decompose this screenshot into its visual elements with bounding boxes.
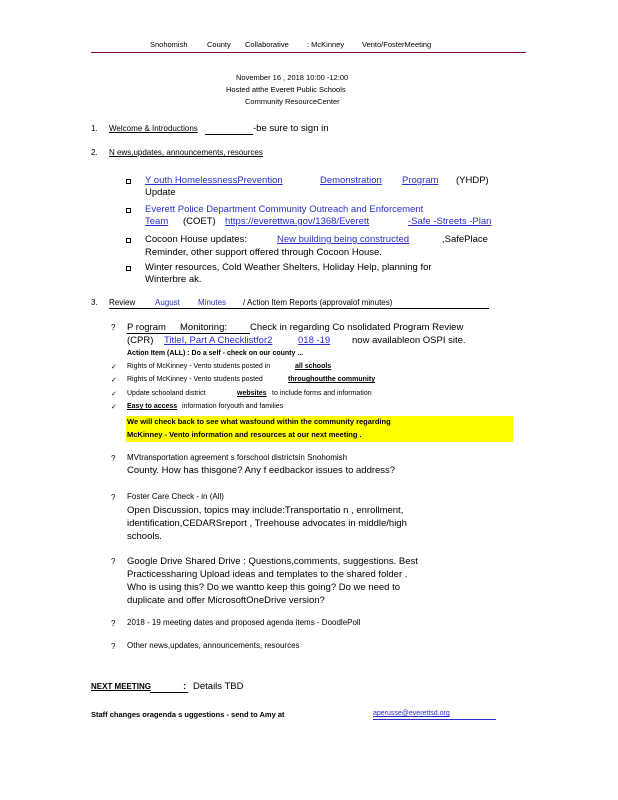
footer-email-underline — [373, 719, 496, 720]
pm-question-icon: ? — [111, 323, 116, 332]
footer-text: Staff changes oragenda s uggestions - send to Amy at — [91, 710, 285, 719]
news-3-text: Cocoon House updates: — [145, 234, 247, 245]
next-meeting-label: NEXT MEETING — [91, 682, 152, 691]
news-4-cont: Winterbre ak. — [145, 274, 202, 285]
q2-line-4: schools. — [127, 531, 162, 542]
q3-line-3: Who is using this? Do we wantto keep this going? Do we need to — [127, 582, 401, 593]
pm-available: now availableon OSPI site. — [352, 335, 466, 346]
news-bullet-1 — [126, 176, 131, 187]
news-1-link-c[interactable]: Program — [402, 175, 439, 186]
news-1-tag: (YHDP) — [456, 175, 489, 186]
highlight-line-2: McKinney - Vento information and resources at our next meeting . — [127, 430, 362, 439]
q4-line-1: 2018 - 19 meeting dates and proposed agenda items - DoodlePoll — [127, 618, 361, 627]
item-2-title: N ews,updates, announcements, resources — [109, 148, 263, 157]
check-4-emph: Easy to access — [127, 403, 178, 410]
meeting-hosted: Hosted atthe Everett Public Schools — [226, 85, 346, 94]
news-4-text: Winter resources, Cold Weather Shelters, Holiday Help, planning for — [145, 262, 432, 273]
news-1-link-b[interactable]: Demonstration — [320, 175, 382, 186]
question-icon: ? — [111, 642, 116, 651]
news-2-url-tail[interactable]: -Safe -Streets -Plan — [408, 216, 492, 227]
news-bullet-2 — [126, 205, 131, 216]
item-3-number: 3. — [91, 298, 98, 307]
pm-title-link[interactable]: TitleI, Part A Checklistfor2 — [164, 335, 273, 346]
check-3-text: Update schooland district — [127, 390, 206, 397]
q2-line-1: Foster Care Check - in (All) — [127, 492, 224, 501]
q1-line-2: County. How has thisgone? Any f eedbackor issues to address? — [127, 465, 396, 476]
news-1-cont: Update — [145, 187, 176, 198]
news-2-url[interactable]: https://everettwa.gov/1368/Everett — [225, 216, 370, 227]
pm-lead-2: Monitoring: — [180, 322, 227, 333]
q2-line-2: Open Discussion, topics may include:Transportatio n , enrollment, — [127, 505, 404, 516]
news-2-team[interactable]: Team — [145, 216, 169, 227]
news-3-tail: ,SafePlace — [442, 234, 488, 245]
item-1-number: 1. — [91, 124, 98, 133]
header-rule — [91, 52, 526, 53]
question-icon: ? — [111, 454, 116, 463]
next-meeting-colon: : — [183, 681, 187, 692]
q2-line-3: identification,CEDARSreport , Treehouse advocates in middle/high — [127, 518, 407, 529]
check-2-text: Rights of McKinney - Vento students posted — [127, 376, 263, 383]
news-2-text: Everett Police Department Community Outreach and Enforcement — [145, 204, 424, 215]
q1-line-1: MVtransportation agreement s forschool districtsin Snohomish — [127, 453, 348, 462]
q3-line-1: Google Drive Shared Drive : Questions,comments, suggestions. Best — [127, 556, 418, 567]
header-county: County — [207, 40, 231, 49]
header-mckinney: : McKinney — [307, 40, 345, 49]
item-3-rest: / Action Item Reports (approvalof minutes) — [243, 298, 393, 307]
question-icon: ? — [111, 619, 116, 628]
check-4-text: information foryouth and families — [182, 403, 284, 410]
header-meeting: Vento/FosterMeeting — [362, 40, 432, 49]
news-3-cont: Reminder, other support offered through Cocoon House. — [145, 247, 382, 258]
item-3-underline — [109, 308, 489, 309]
next-meeting-underline — [150, 692, 188, 693]
pm-action-item: Action Item (ALL) : Do a self - check on our county ... — [127, 350, 304, 357]
header-org: Snohomish — [150, 40, 188, 49]
news-bullet-3 — [126, 235, 131, 246]
meeting-venue: Community ResourceCenter — [245, 97, 340, 106]
news-1-link-a[interactable]: Y outh HomelessnessPrevention — [145, 175, 283, 186]
check-icon: ✓ — [111, 404, 117, 411]
check-1-emph: all schools — [295, 363, 332, 370]
highlight-line-1: We will check back to see what wasfound within the community regarding — [127, 417, 391, 426]
item-3-minutes: Minutes — [198, 298, 227, 307]
check-1-text: Rights of McKinney - Vento students posted in — [127, 363, 271, 370]
item-1-underline — [205, 134, 253, 135]
header-collab: Collaborative — [245, 40, 289, 49]
news-3-link[interactable]: New building being constructed — [277, 234, 410, 245]
q3-line-2: Practicessharing Upload ideas and templates to the shared folder . — [127, 569, 408, 580]
check-2-emph: throughoutthe community — [288, 376, 376, 383]
next-meeting-details: Details TBD — [193, 681, 244, 692]
check-3-emph: websites — [237, 390, 267, 397]
item-2-number: 2. — [91, 148, 98, 157]
check-icon: ✓ — [111, 391, 117, 398]
news-2-coet: (COET) — [183, 216, 216, 227]
footer-email-link[interactable]: aperusse@everettsd.org — [373, 710, 450, 717]
check-3-tail: to include forms and information — [272, 390, 372, 397]
q5-line-1: Other news,updates, announcements, resources — [127, 641, 300, 650]
item-3-month: August — [155, 298, 180, 307]
item-1-note: -be sure to sign in — [253, 123, 329, 134]
pm-lead-1: P rogram — [127, 322, 166, 333]
question-icon: ? — [111, 557, 116, 566]
meeting-date: November 16 , 2018 10:00 -12:00 — [236, 73, 349, 82]
news-bullet-4 — [126, 263, 131, 274]
check-icon: ✓ — [111, 364, 117, 371]
pm-text: Check in regarding Co nsolidated Program Review — [250, 322, 464, 333]
pm-cpr: (CPR) — [127, 335, 154, 346]
q3-line-4: duplicate and offer MicrosoftOneDrive version? — [127, 595, 325, 606]
item-3-review: Review — [109, 298, 136, 307]
item-1-title: Welcome & Introductions — [109, 124, 198, 133]
pm-year-link[interactable]: 018 -19 — [298, 335, 331, 346]
pm-lead-underline — [127, 333, 250, 334]
check-icon: ✓ — [111, 377, 117, 384]
question-icon: ? — [111, 493, 116, 502]
